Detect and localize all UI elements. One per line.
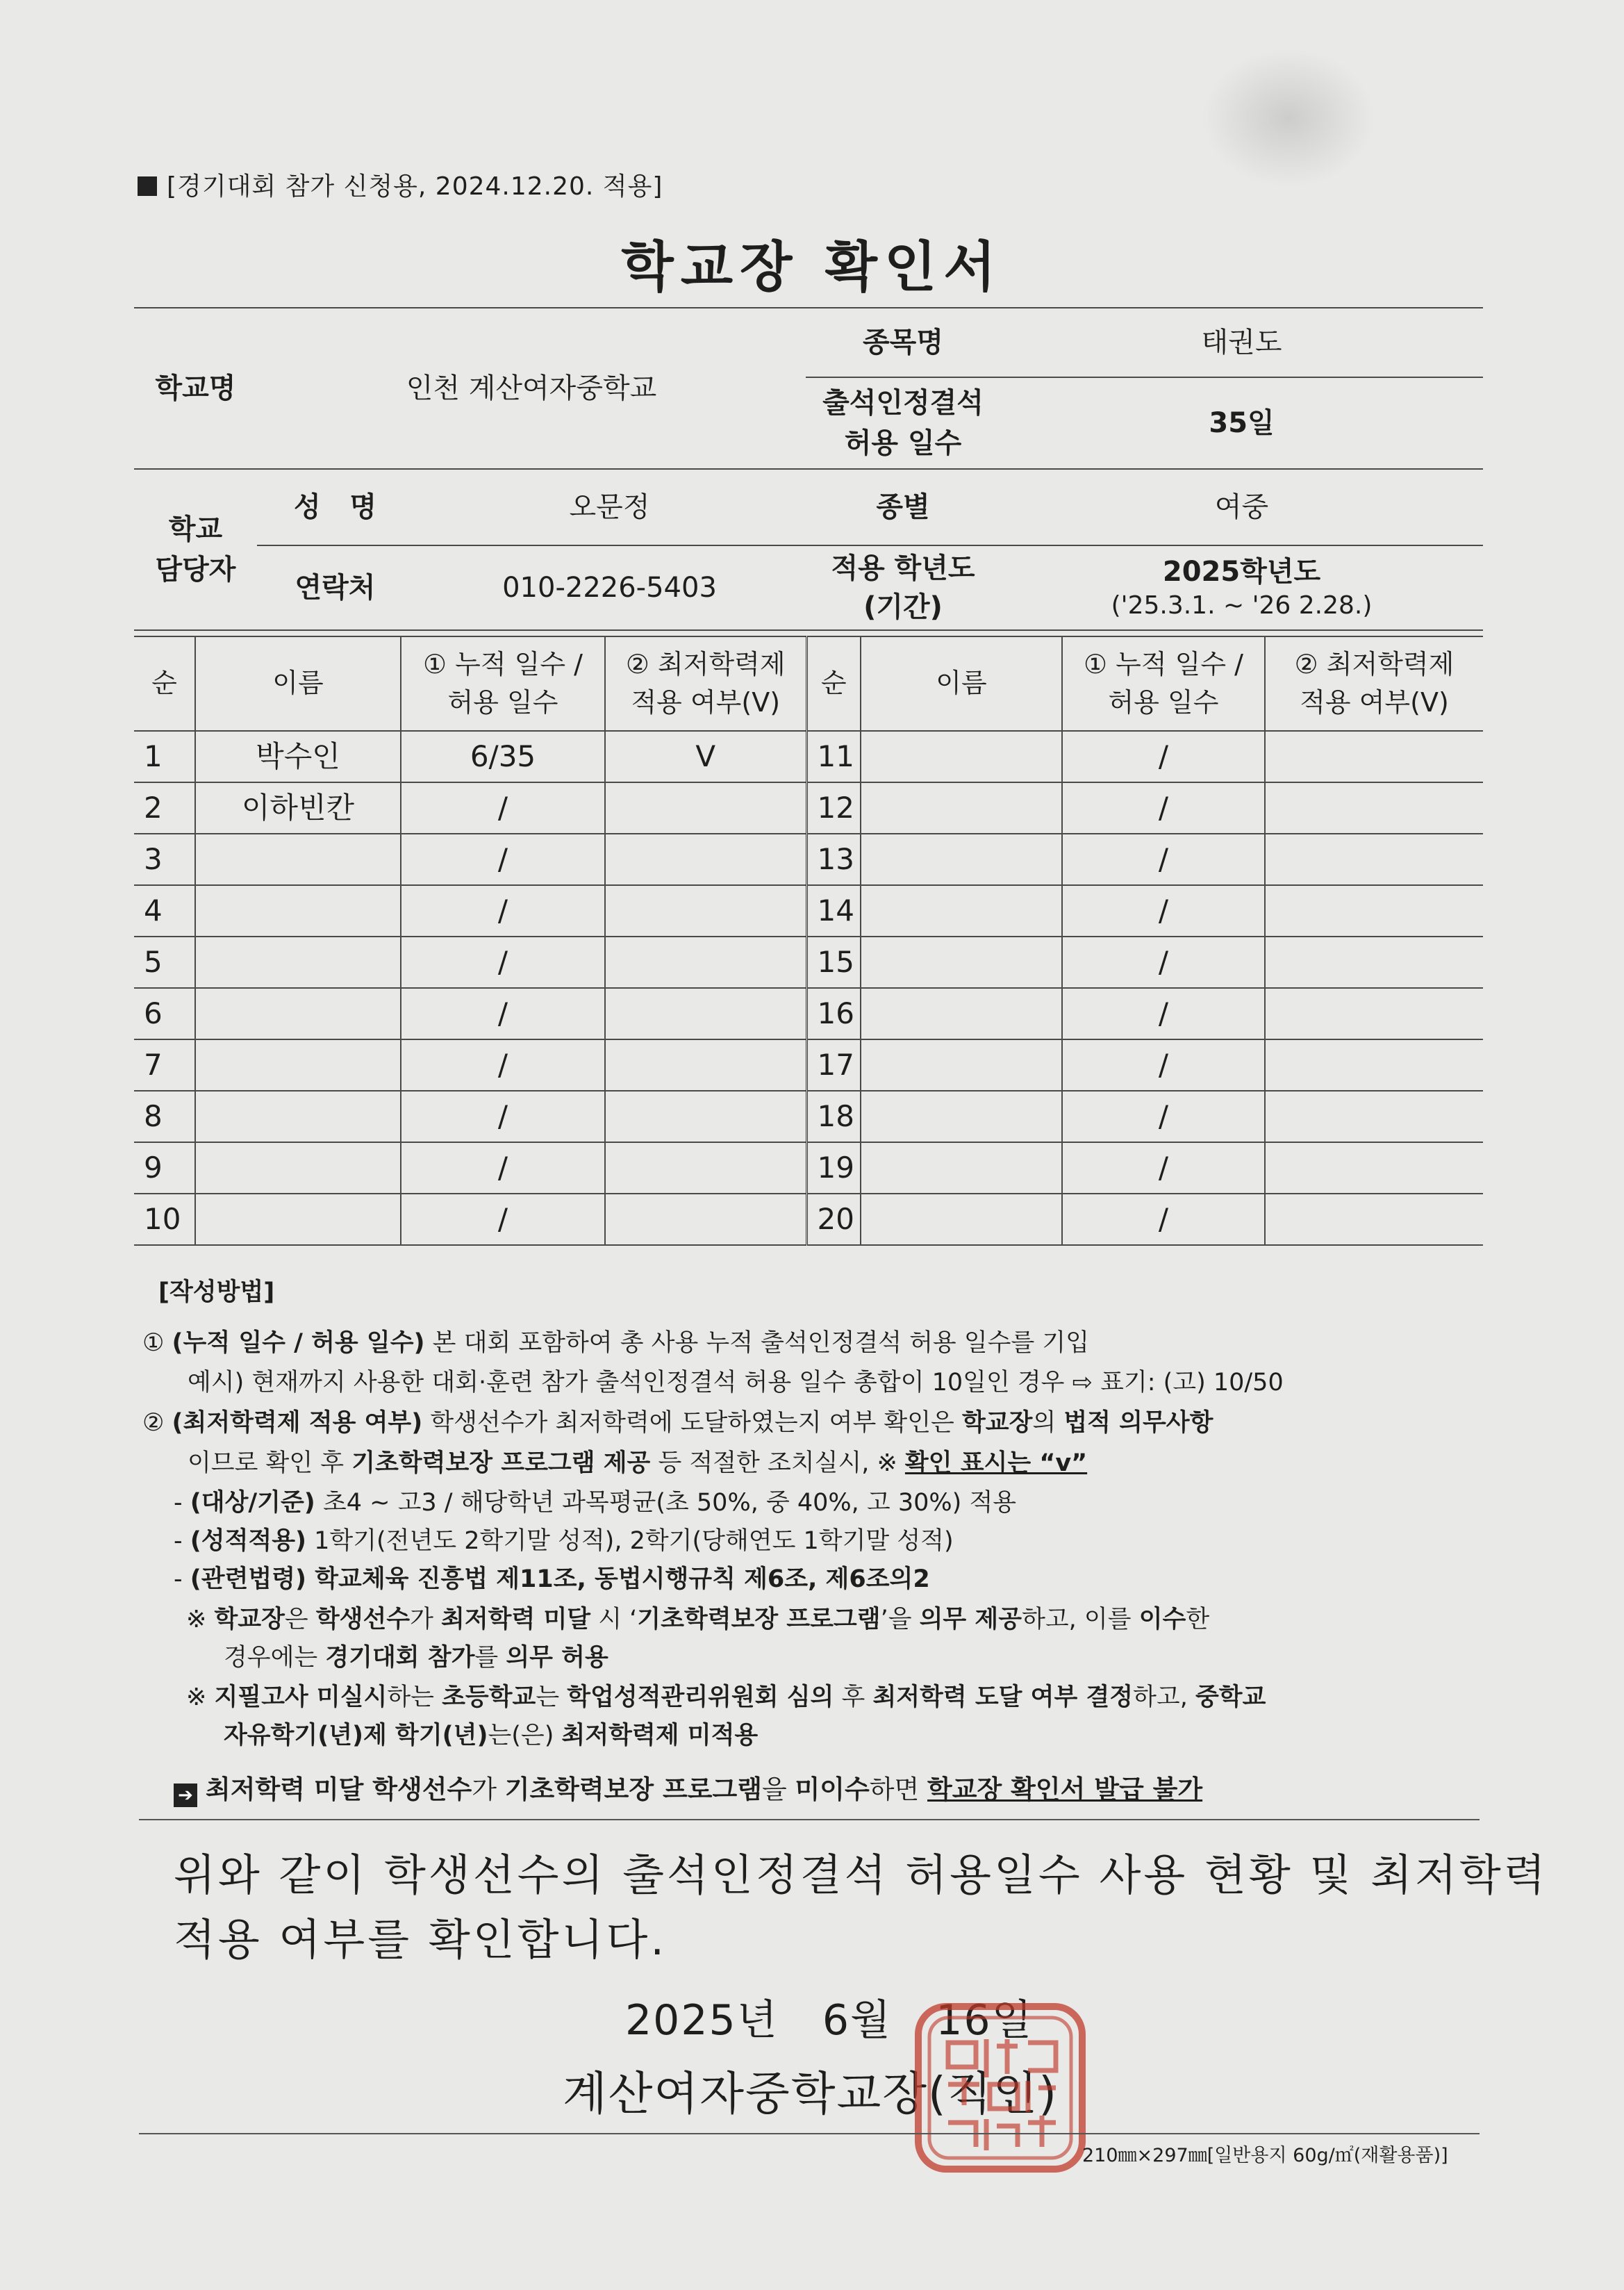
school-principal: 계산여자중학교장(직인) — [563, 2067, 1059, 2120]
table-row — [134, 885, 1483, 937]
form-tag-text: [경기대회 참가 신청용, 2024.12.20. 적용] — [167, 172, 663, 201]
contact-label: 연락처 — [257, 545, 413, 630]
event-label: 종목명 — [806, 308, 1000, 377]
table-row — [134, 834, 1483, 885]
row-min — [1265, 988, 1483, 1039]
row-days: / — [1062, 782, 1265, 834]
method-line-5: - (대상/기준) 초4 ~ 고3 / 해당학년 과목평균(초 50%, 중 40%, 고 30%) 적용 — [174, 1489, 1017, 1517]
row-days: / — [401, 834, 605, 885]
roster-body — [134, 731, 1483, 1245]
manager-name-label: 성 명 — [257, 469, 413, 545]
method-line-4: 이므로 확인 후 기초학력보장 프로그램 제공 등 적절한 조치실시, ※ 확인 표시는 “v” — [188, 1449, 1088, 1477]
official-seal-icon — [910, 2001, 1091, 2175]
row-min — [1265, 937, 1483, 988]
row-no: 4 — [134, 885, 195, 937]
divider-bottom — [139, 2133, 1480, 2134]
table-row — [134, 782, 1483, 834]
table-row — [134, 1194, 1483, 1245]
row-name — [861, 731, 1062, 782]
paper-spec: 210㎜×297㎜[일반용지 60g/㎡(재활용품)] — [1082, 2145, 1448, 2166]
row-min — [605, 1194, 806, 1245]
row-min — [1265, 1142, 1483, 1194]
event-value: 태권도 — [1000, 308, 1483, 377]
col-days-header: ① 누적 일수 / 허용 일수 — [401, 636, 605, 731]
row-no: 3 — [134, 834, 195, 885]
row-days: / — [1062, 731, 1265, 782]
row-min — [1265, 1194, 1483, 1245]
col-days-header-right: ① 누적 일수 / 허용 일수 — [1062, 636, 1265, 731]
row-no: 20 — [806, 1194, 861, 1245]
allow-days-value: 35일 — [1000, 377, 1483, 469]
row-no: 15 — [806, 937, 861, 988]
row-no: 2 — [134, 782, 195, 834]
row-min — [1265, 782, 1483, 834]
manager-name-value: 오문정 — [413, 469, 806, 545]
school-label: 학교명 — [134, 308, 257, 469]
row-name — [195, 1194, 401, 1245]
row-days: / — [401, 1091, 605, 1142]
row-min — [1265, 1039, 1483, 1091]
contact-value: 010-2226-5403 — [413, 545, 806, 630]
row-no: 7 — [134, 1039, 195, 1091]
col-name-header: 이름 — [195, 636, 401, 731]
row-days: / — [1062, 1194, 1265, 1245]
table-row — [134, 1142, 1483, 1194]
row-no: 9 — [134, 1142, 195, 1194]
row-days: / — [401, 1039, 605, 1091]
row-days: / — [401, 885, 605, 937]
row-no: 14 — [806, 885, 861, 937]
document-title: 학교장 확인서 — [621, 236, 1003, 299]
row-no: 18 — [806, 1091, 861, 1142]
row-name: 박수인 — [195, 731, 401, 782]
row-no: 13 — [806, 834, 861, 885]
row-name — [861, 1194, 1062, 1245]
row-name — [195, 1091, 401, 1142]
row-name — [195, 1039, 401, 1091]
row-no: 6 — [134, 988, 195, 1039]
row-days: / — [401, 782, 605, 834]
row-min — [605, 834, 806, 885]
row-name — [195, 834, 401, 885]
row-min — [1265, 885, 1483, 937]
year-label: 적용 학년도 (기간) — [806, 545, 1000, 630]
method-line-11: 자유학기(년)제 학기(년)는(은) 최저학력제 미적용 — [224, 1722, 759, 1749]
row-days: / — [401, 988, 605, 1039]
method-line-9: 경우에는 경기대회 참가를 의무 허용 — [224, 1644, 608, 1672]
row-no: 19 — [806, 1142, 861, 1194]
confirm-line-2: 적용 여부를 확인합니다. — [174, 1914, 668, 1965]
row-min — [1265, 834, 1483, 885]
row-name — [861, 834, 1062, 885]
row-name — [861, 782, 1062, 834]
method-line-2: 예시) 현재까지 사용한 대회·훈련 참가 출석인정결석 허용 일수 총합이 10일인 경우 ⇨ 표기: (고) 10/50 — [188, 1369, 1284, 1397]
row-days: / — [1062, 1091, 1265, 1142]
row-days: / — [1062, 937, 1265, 988]
row-name — [861, 937, 1062, 988]
row-min — [1265, 1091, 1483, 1142]
row-days: 6/35 — [401, 731, 605, 782]
row-no: 17 — [806, 1039, 861, 1091]
row-min — [605, 1091, 806, 1142]
row-min — [605, 988, 806, 1039]
row-days: / — [401, 1142, 605, 1194]
row-days: / — [1062, 988, 1265, 1039]
row-name — [861, 988, 1062, 1039]
row-min — [1265, 731, 1483, 782]
row-no: 12 — [806, 782, 861, 834]
row-name — [861, 1142, 1062, 1194]
arrow-box-icon: ➔ — [174, 1784, 197, 1807]
issue-date: 2025년 6월 16일 — [625, 1996, 1034, 2045]
method-line-6: - (성적적용) 1학기(전년도 2학기말 성적), 2학기(당해연도 1학기말 성적) — [174, 1527, 954, 1555]
row-no: 1 — [134, 731, 195, 782]
row-no: 8 — [134, 1091, 195, 1142]
table-row — [134, 1039, 1483, 1091]
row-name — [861, 1039, 1062, 1091]
year-period: ('25.3.1. ~ '26 2.28.) — [1111, 591, 1373, 620]
school-value: 인천 계산여자중학교 — [257, 308, 806, 469]
col-min-header-right: ② 최저학력제 적용 여부(V) — [1265, 636, 1483, 731]
col-name-header-right: 이름 — [861, 636, 1062, 731]
col-no-header-right: 순 — [806, 636, 861, 731]
method-line-1: ① (누적 일수 / 허용 일수) 본 대회 포함하여 총 사용 누적 출석인정결석 허용 일수를 기입 — [142, 1329, 1090, 1357]
row-min — [605, 937, 806, 988]
row-no: 10 — [134, 1194, 195, 1245]
year-cell — [1000, 545, 1483, 630]
square-bullet-icon — [138, 176, 157, 196]
row-name — [861, 1091, 1062, 1142]
method-line-8: ※ 학교장은 학생선수가 최저학력 미달 시 ‘기초학력보장 프로그램’을 의무 제공하고, 이를 이수한 — [186, 1606, 1210, 1633]
paper-smudge — [1202, 49, 1375, 188]
col-no-header: 순 — [134, 636, 195, 731]
row-no: 16 — [806, 988, 861, 1039]
row-name — [195, 885, 401, 937]
row-days: / — [1062, 1142, 1265, 1194]
row-name — [195, 988, 401, 1039]
allow-days-label: 출석인정결석 허용 일수 — [806, 377, 1000, 469]
row-name: 이하빈칸 — [195, 782, 401, 834]
row-min — [605, 885, 806, 937]
row-days: / — [401, 1194, 605, 1245]
row-days: / — [1062, 834, 1265, 885]
info-table — [134, 307, 1483, 631]
table-row — [134, 731, 1483, 782]
kind-value: 여중 — [1000, 469, 1483, 545]
divider-top — [139, 1819, 1480, 1820]
row-no: 5 — [134, 937, 195, 988]
table-row — [134, 1091, 1483, 1142]
row-min — [605, 1039, 806, 1091]
confirm-line-1: 위와 같이 학생선수의 출석인정결석 허용일수 사용 현황 및 최저학력 — [174, 1850, 1548, 1900]
row-name — [195, 1142, 401, 1194]
method-line-12: ➔ 최저학력 미달 학생선수가 기초학력보장 프로그램을 미이수하면 학교장 확인서 발급 불가 — [174, 1768, 1202, 1807]
row-days: / — [401, 937, 605, 988]
table-row — [134, 937, 1483, 988]
col-min-header: ② 최저학력제 적용 여부(V) — [605, 636, 806, 731]
table-row — [134, 988, 1483, 1039]
row-min — [605, 1142, 806, 1194]
row-days: / — [1062, 885, 1265, 937]
confirm-text — [174, 1843, 1548, 1972]
method-line-3: ② (최저학력제 적용 여부) 학생선수가 최저학력에 도달하였는지 여부 확인은 학교장의 법적 의무사항 — [142, 1409, 1213, 1437]
row-name — [861, 885, 1062, 937]
row-min: V — [605, 731, 806, 782]
form-tag — [138, 167, 663, 202]
method-line-7: - (관련법령) 학교체육 진흥법 제11조, 동법시행규칙 제6조, 제6조의2 — [174, 1565, 930, 1593]
method-line-10: ※ 지필고사 미실시하는 초등학교는 학업성적관리위원회 심의 후 최저학력 도달 여부 결정하고, 중학교 — [186, 1683, 1266, 1711]
kind-label: 종별 — [806, 469, 1000, 545]
row-name — [195, 937, 401, 988]
row-no: 11 — [806, 731, 861, 782]
row-days: / — [1062, 1039, 1265, 1091]
roster-table — [134, 636, 1483, 1246]
year-value: 2025학년도 — [1162, 555, 1321, 588]
method-heading: [작성방법] — [158, 1278, 275, 1306]
row-min — [605, 782, 806, 834]
manager-label: 학교 담당자 — [134, 469, 257, 630]
